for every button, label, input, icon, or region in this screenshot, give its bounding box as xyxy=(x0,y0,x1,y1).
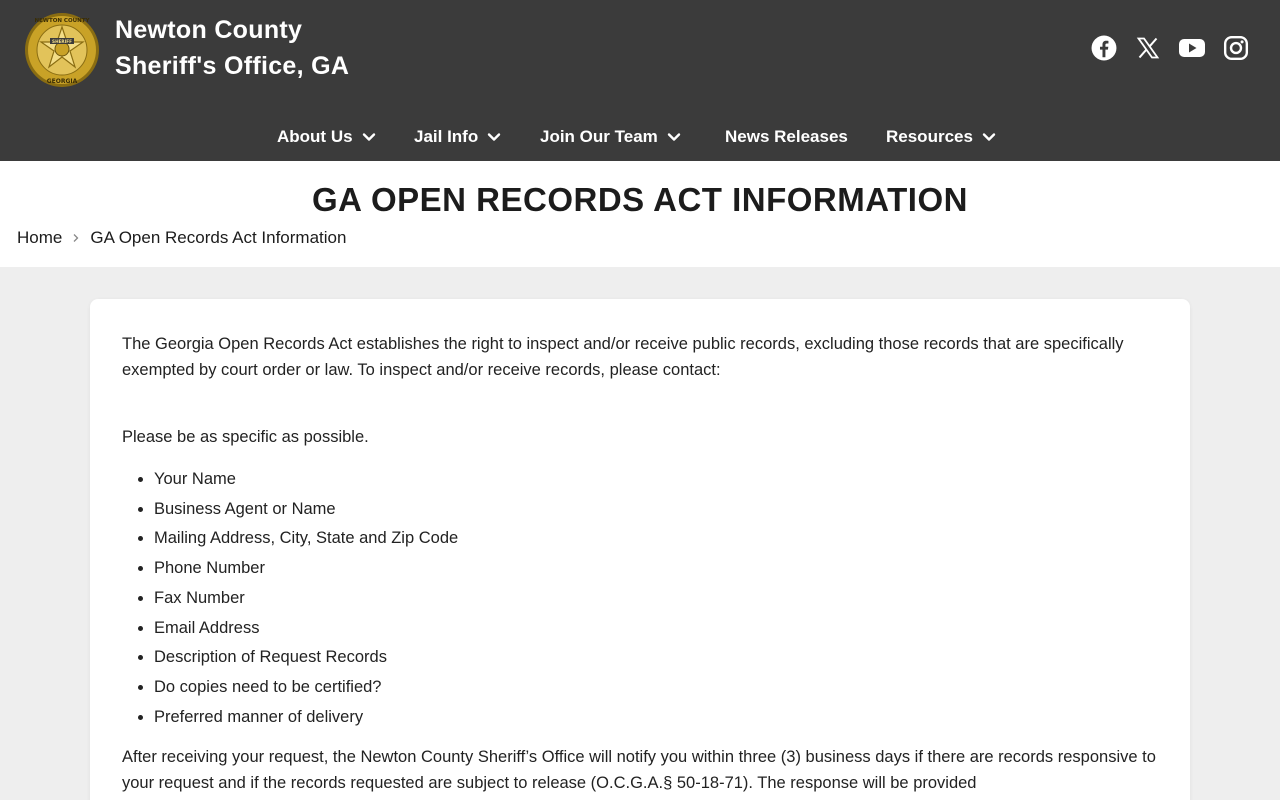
instagram-icon[interactable] xyxy=(1222,34,1250,62)
nav-item-jail-info[interactable] xyxy=(414,120,502,154)
facebook-icon[interactable] xyxy=(1090,34,1118,62)
specific-note: Please be as specific as possible. xyxy=(122,428,369,446)
main-nav xyxy=(0,120,1280,154)
breadcrumb xyxy=(17,228,346,248)
nav-item-label: Join Our Team xyxy=(540,127,658,146)
list-item: • Business Agent or Name xyxy=(154,495,1162,525)
content-body xyxy=(122,331,1162,796)
nav-item-join-our-team[interactable] xyxy=(540,120,682,154)
nav-item-label: Resources xyxy=(886,127,973,146)
nav-item-label: Jail Info xyxy=(414,127,479,146)
list-item: • Your Name xyxy=(154,465,1162,495)
sheriff-badge-icon[interactable] xyxy=(24,11,100,89)
list-item: • Mailing Address, City, State and Zip Code xyxy=(154,524,1162,554)
page-title-bar xyxy=(0,161,1280,267)
youtube-icon[interactable] xyxy=(1178,34,1206,62)
chevron-down-icon xyxy=(666,129,682,145)
site-title-line2: Sheriff's Office, GA xyxy=(115,52,350,80)
nav-item-about-us[interactable] xyxy=(277,120,377,154)
logo-bottom-text: GEORGIA xyxy=(46,78,78,85)
list-item: • Do copies need to be certified? xyxy=(154,673,1162,703)
breadcrumb-current: GA Open Records Act Information xyxy=(90,228,347,247)
content-card xyxy=(90,299,1190,800)
list-item: • Description of Request Records xyxy=(154,643,1162,673)
nav-item-label: About Us xyxy=(277,127,353,146)
after-paragraph: After receiving your request, the Newton County Sheriff’s Office will notify you within three (3) business days if there are records responsive to your request and if the records requested are subject to release (O.C.G.A.§ 50-18-71). The response will be provided xyxy=(122,748,1156,793)
site-header xyxy=(0,0,1280,161)
logo-badge-text: SHERIFF xyxy=(52,39,72,44)
site-title[interactable] xyxy=(115,12,349,84)
chevron-down-icon xyxy=(361,129,377,145)
chevron-down-icon xyxy=(981,129,997,145)
chevron-down-icon xyxy=(486,129,502,145)
logo-top-text: NEWTON COUNTY xyxy=(34,18,90,24)
list-item: • Email Address xyxy=(154,614,1162,644)
list-item: • Fax Number xyxy=(154,584,1162,614)
nav-item-resources[interactable] xyxy=(886,120,997,154)
x-icon[interactable] xyxy=(1134,34,1162,62)
breadcrumb-home-link[interactable]: Home xyxy=(17,228,63,247)
chevron-right-icon xyxy=(71,233,81,243)
nav-item-news-releases[interactable] xyxy=(725,120,848,154)
page-title: GA OPEN RECORDS ACT INFORMATION xyxy=(312,181,968,218)
list-item: • Preferred manner of delivery xyxy=(154,703,1162,733)
intro-paragraph: The Georgia Open Records Act establishes the right to inspect and/or receive public records, excluding those records that are specifically exempted by court order or law. To inspect and/or receive records, please contact: xyxy=(122,335,1124,379)
request-fields-list xyxy=(154,465,1162,732)
site-title-line1: Newton County xyxy=(115,16,303,44)
nav-item-label: News Releases xyxy=(725,127,848,146)
list-item: • Phone Number xyxy=(154,554,1162,584)
